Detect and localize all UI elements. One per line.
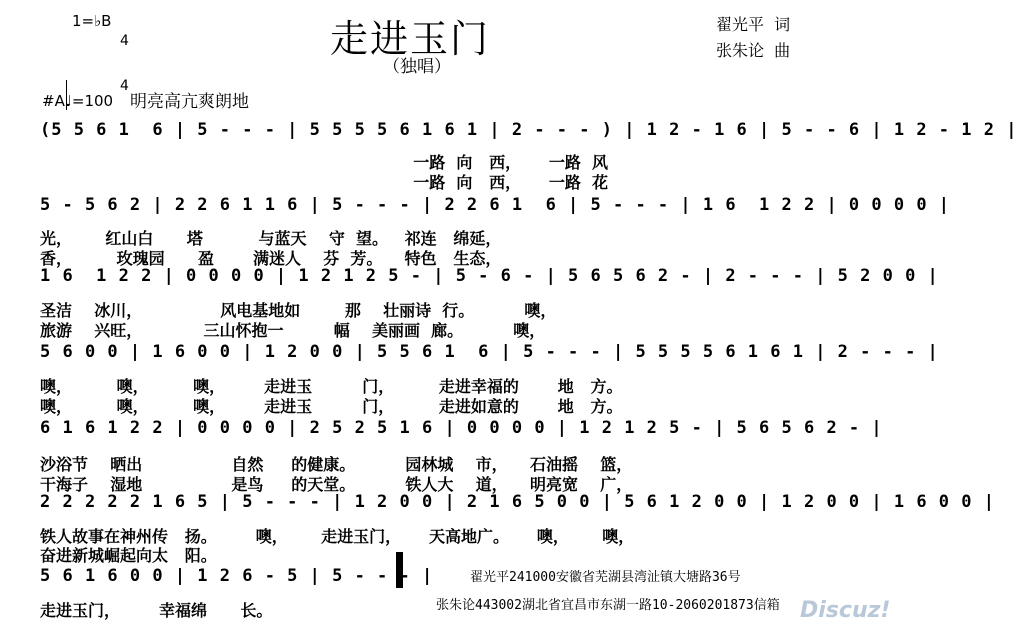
notation-line-2: 5 - 5 6 2 | 2 2 6 1 1 6 | 5 - - - | 2 2 6 1 6 | 5 - - - | 1 6 1 2 2 | 0 0 0 0 |	[40, 195, 951, 215]
final-barline	[396, 552, 403, 588]
song-title: 走进玉门	[330, 17, 491, 61]
expression-marking: 明亮高亢爽朗地	[130, 92, 249, 112]
lyricist-credit: 翟光平 词	[716, 15, 791, 34]
time-signature	[120, 4, 129, 109]
composer-credit: 张朱论 曲	[716, 41, 791, 60]
notation-line-4: 5 6 0 0 | 1 6 0 0 | 1 2 0 0 | 5 5 6 1 6 | 5 - - - | 5 5 5 5 6 1 6 1 | 2 - - - |	[40, 342, 939, 362]
lyric-line-5-verse-2: 干海子 湿地 是鸟 的天堂。 铁人大 道， 明亮宽 广，	[40, 475, 633, 494]
notation-line-7: 5 6 1 6 0 0 | 1 2 6 - 5 | 5 - - - |	[40, 566, 434, 586]
lyric-line-1-verse-1: 一路 向 西， 一路 风	[40, 153, 609, 172]
lyric-line-2-verse-2: 香， 玫瑰园 盈 满迷人 芬 芳。 特色 生态，	[40, 249, 502, 268]
lyric-line-2-verse-1: 光， 红山白 塔 与蓝天 守 望。 祁连 绵延，	[40, 229, 502, 248]
lyric-line-6-verse-2: 奋进新城崛起向太 阳。	[40, 546, 217, 565]
time-signature-bottom: 4	[120, 78, 129, 94]
lyric-line-1-verse-2: 一路 向 西， 一路 花	[40, 173, 609, 192]
lyric-line-3-verse-1: 圣洁 冰川， 风电基地如 那 壮丽诗 行。 噢，	[40, 301, 557, 320]
tempo-marking: #A♩=100	[42, 92, 114, 110]
key-signature: 1=♭B	[72, 12, 112, 30]
lyric-line-7: 走进玉门， 幸福绵 长。	[40, 601, 273, 620]
lyricist-address: 翟光平241000安徽省芜湖县湾沚镇大塘路36号	[470, 570, 741, 585]
notation-line-5: 6 1 6 1 2 2 | 0 0 0 0 | 2 5 2 5 1 6 | 0 0 0 0 | 1 2 1 2 5 - | 5 6 5 6 2 - |	[40, 418, 883, 438]
composer-address: 张朱论443002湖北省宜昌市东湖一路10-2060201873信箱	[436, 598, 780, 613]
notation-line-3: 1 6 1 2 2 | 0 0 0 0 | 1 2 1 2 5 - | 5 - 6 - | 5 6 5 6 2 - | 2 - - - | 5 2 0 0 |	[40, 266, 939, 286]
notation-line-6: 2 2 2 2 2 1 6 5 | 5 - - - | 1 2 0 0 | 2 1 6 5 0 0 | 5 6 1 2 0 0 | 1 2 0 0 | 1 6 0 0 |	[40, 492, 995, 512]
lyric-line-4-verse-1: 噢， 噢， 噢， 走进玉 门， 走进幸福的 地 方。	[40, 377, 623, 396]
lyric-line-4-verse-2: 噢， 噢， 噢， 走进玉 门， 走进如意的 地 方。	[40, 397, 623, 416]
lyric-line-3-verse-2: 旅游 兴旺， 三山怀抱一 幅 美丽画 廊。 噢，	[40, 321, 546, 340]
song-subtitle: （独唱）	[383, 57, 451, 77]
lyric-line-6-verse-1: 铁人故事在神州传 扬。 噢， 走进玉门， 天高地广。 噢， 噢，	[40, 527, 635, 546]
time-signature-top: 4	[120, 33, 129, 49]
watermark-logo: Discuz!	[800, 598, 891, 623]
lyric-line-5-verse-1: 沙浴节 晒出 自然 的健康。 园林城 市， 石油摇 篮，	[40, 455, 633, 474]
notation-line-1: (5 5 6 1 6 | 5 - - - | 5 5 5 5 6 1 6 1 | 2 - - - ) | 1 2 - 1 6 | 5 - - 6 | 1 2 - 1 2 |	[40, 120, 1017, 140]
